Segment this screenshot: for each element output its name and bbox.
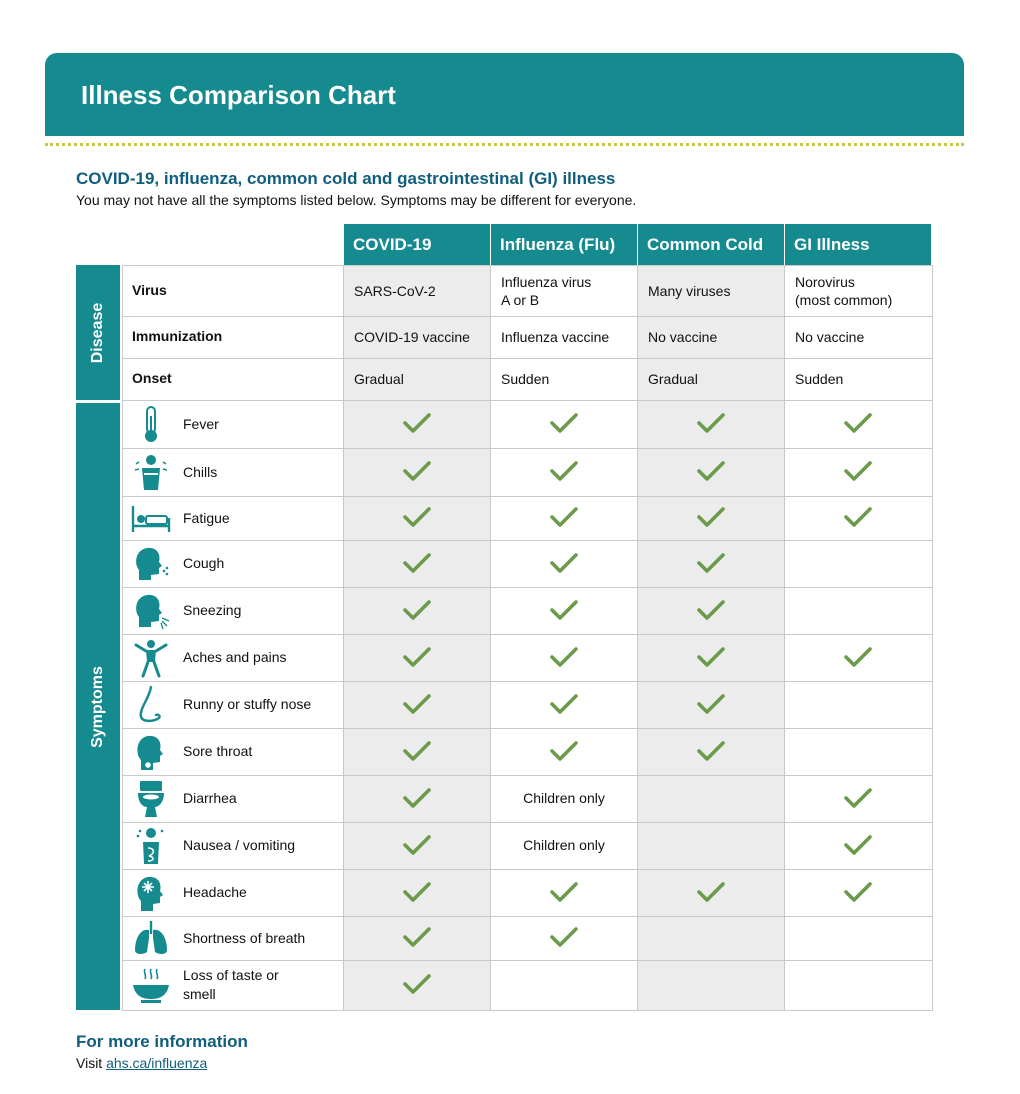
check-icon (402, 834, 432, 856)
row-divider (122, 448, 933, 449)
check-icon (696, 646, 726, 668)
row-divider (122, 496, 933, 497)
column-divider (784, 265, 785, 1010)
disease-row-label: Onset (132, 370, 172, 386)
shivering-person-icon (131, 452, 171, 492)
disease-cell: No vaccine (795, 329, 865, 345)
check-icon (843, 787, 873, 809)
column-divider (343, 265, 344, 1010)
nose-icon (131, 685, 171, 725)
symptom-label: Chills (183, 463, 218, 480)
row-divider (122, 869, 933, 870)
disease-cell: Gradual (648, 371, 698, 387)
column-header: COVID-19 (344, 224, 490, 265)
symptom-label: Headache (183, 884, 247, 900)
lungs-icon (131, 918, 171, 958)
check-icon (696, 740, 726, 762)
check-icon (402, 599, 432, 621)
check-icon (843, 881, 873, 903)
disease-cell: Sudden (501, 371, 550, 387)
sneezing-head-icon (131, 591, 171, 631)
symptom-label: Sore throat (183, 743, 253, 759)
column-divider (122, 265, 123, 1010)
group-disease (76, 265, 120, 400)
more-info-line (76, 1055, 207, 1071)
check-icon (843, 412, 873, 434)
chart-subtitle: COVID-19, influenza, common cold and gastrointestinal (GI) illness (76, 169, 616, 188)
column-divider (637, 265, 638, 1010)
check-icon (696, 693, 726, 715)
row-divider (122, 822, 933, 823)
check-icon (549, 646, 579, 668)
check-icon (402, 646, 432, 668)
aching-body-icon (131, 638, 171, 678)
check-icon (696, 460, 726, 482)
disease-cell: COVID-19 vaccine (354, 329, 470, 345)
symptom-cell-text: Children only (523, 789, 605, 806)
disease-cell: Norovirus (most common) (795, 273, 893, 308)
row-divider (122, 916, 933, 917)
column-header: Common Cold (638, 224, 784, 265)
check-icon (549, 552, 579, 574)
symptom-label: Runny or stuffy nose (183, 696, 312, 712)
group-disease-label: Disease (89, 302, 106, 363)
row-divider (122, 540, 933, 541)
check-icon (402, 506, 432, 528)
check-icon (549, 693, 579, 715)
disease-row-label: Virus (132, 281, 167, 298)
ahs-influenza-link[interactable]: ahs.ca/influenza (106, 1055, 208, 1071)
row-divider (122, 728, 933, 729)
row-divider (122, 775, 933, 776)
disease-cell: SARS-CoV-2 (354, 282, 436, 299)
symptom-label: Fever (183, 415, 219, 432)
more-info-heading: For more information (76, 1032, 248, 1051)
symptom-label: Diarrhea (183, 790, 237, 806)
check-icon (696, 412, 726, 434)
sore-throat-icon (131, 732, 171, 772)
check-icon (696, 552, 726, 574)
row-divider (122, 358, 933, 359)
column-divider (490, 265, 491, 1010)
disease-cell: No vaccine (648, 329, 718, 345)
row-divider (122, 634, 933, 635)
thermometer-icon (131, 404, 171, 444)
disease-cell: Many viruses (648, 282, 731, 299)
check-icon (402, 552, 432, 574)
check-icon (402, 740, 432, 762)
row-divider (122, 587, 933, 588)
title-banner (45, 53, 964, 136)
check-icon (843, 460, 873, 482)
group-symptoms-label: Symptoms (89, 665, 106, 748)
check-icon (549, 506, 579, 528)
symptom-cell-text: Children only (523, 836, 605, 853)
column-header: Influenza (Flu) (491, 224, 637, 265)
check-icon (549, 412, 579, 434)
food-bowl-icon (131, 965, 171, 1005)
coughing-head-icon (131, 544, 171, 584)
check-icon (402, 881, 432, 903)
disease-cell: Influenza virus A or B (501, 273, 592, 308)
check-icon (402, 460, 432, 482)
disease-row-label: Immunization (132, 328, 223, 344)
column-divider (932, 265, 933, 1010)
headache-icon (131, 873, 171, 913)
bed-icon (131, 498, 171, 538)
nausea-icon (131, 826, 171, 866)
check-icon (549, 460, 579, 482)
row-divider (122, 316, 933, 317)
check-icon (402, 787, 432, 809)
check-icon (843, 646, 873, 668)
check-icon (402, 693, 432, 715)
group-symptoms (76, 403, 120, 1010)
symptom-label: Loss of taste or smell (183, 967, 279, 1002)
symptom-label: Aches and pains (183, 649, 287, 665)
disease-cell: Gradual (354, 371, 404, 387)
row-divider (122, 681, 933, 682)
chart-note: You may not have all the symptoms listed below. Symptoms may be different for everyone. (76, 192, 637, 208)
symptom-label: Nausea / vomiting (183, 837, 296, 853)
row-divider (122, 265, 933, 266)
check-icon (549, 599, 579, 621)
symptom-label: Fatigue (183, 509, 230, 526)
toilet-icon (131, 779, 171, 819)
check-icon (402, 973, 432, 995)
check-icon (549, 740, 579, 762)
symptom-label: Sneezing (183, 602, 242, 618)
dotted-divider (45, 143, 964, 146)
check-icon (402, 412, 432, 434)
check-icon (402, 926, 432, 948)
symptom-label: Shortness of breath (183, 929, 306, 946)
page-title: Illness Comparison Chart (81, 80, 396, 110)
disease-cell: Sudden (795, 371, 844, 387)
check-icon (549, 926, 579, 948)
check-icon (843, 506, 873, 528)
column-header: GI Illness (785, 224, 931, 265)
row-divider (122, 960, 933, 961)
check-icon (696, 599, 726, 621)
disease-cell: Influenza vaccine (501, 329, 610, 345)
check-icon (843, 834, 873, 856)
check-icon (696, 881, 726, 903)
check-icon (696, 506, 726, 528)
symptom-label: Cough (183, 555, 225, 571)
row-divider (122, 400, 933, 401)
visit-text: Visit (76, 1055, 103, 1071)
row-divider (122, 1010, 933, 1011)
check-icon (549, 881, 579, 903)
